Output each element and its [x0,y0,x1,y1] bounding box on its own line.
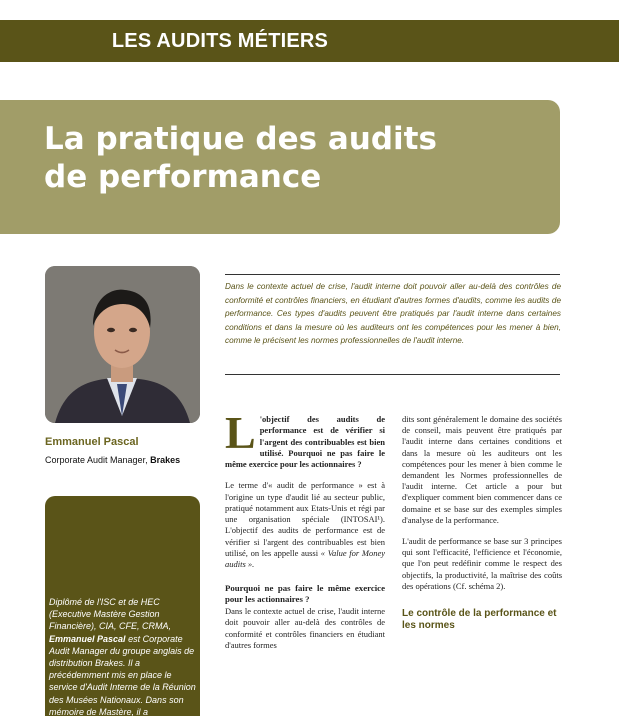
author-role-title: Corporate Audit Manager, [45,455,148,465]
title-line-2: de performance [44,159,322,195]
col1-paragraph-2: Dans le contexte actuel de crise, l'audit interne doit pouvoir aller au-delà des contrôles de conformité et contrôles financiers en étudiant d'autres formes [225,606,385,650]
lead-text: 'objectif des audits de performance est de vérifier si l'argent des contribuables est bien utilisé. Pourquoi ne pas faire le même exercice pour les actionnaires ? [225,414,385,470]
author-bio [49,596,199,716]
col1-p1-italic: « Value for Money audits ». [225,547,386,569]
intro-rule-top [225,274,560,275]
article-title [44,120,544,196]
col1-paragraph-1 [225,480,385,570]
lead-paragraph [225,407,385,470]
body-column-1 [225,407,386,651]
col1-p1-text: Le terme d'« audit de performance » est à l'origine un type d'audit lié au secteur public, pratiqué notamment aux Etats-Unis et régi par une organisation spéciale (INTOSAI¹). L'objectif des audits de performance est de vérifier si l'argent des contribuables est bien utilisé, on les appelle aussi [225,480,385,558]
col1-subheading: Pourquoi ne pas faire le même exercice pour les actionnaires ? [225,583,385,605]
col2-paragraph-1: dits sont généralement le domaine des sociétés de conseil, mais peuvent être pratiqués par l'audit interne dans certaines conditions et dans la mesure où les auditeurs ont les compétences pour les mener à bien comme le demandent les Normes professionnelles de l'audit interne. Cet article a pour but d'expliquer comment bien commencer dans ce domaine et se base sur des exemples simples d'analyse de la performance. [402,414,562,525]
author-role [45,455,180,465]
body-column-2 [402,414,562,632]
article-intro: Dans le contexte actuel de crise, l'audit interne doit pouvoir aller au-delà des contrôles de conformité et contrôles financiers, en étudiant d'autres formes d'audits, comme les audits de performance. Ces types d'audits peuvent être pratiqués par l'audit interne dans certaines conditions et dans la mesure où les auditeurs ont les compétences pour les mener à bien, comme le précisent les normes professionnelles de l'audit interne. [225,282,561,345]
bio-start: Diplômé de l'ISC et de HEC (Executive Mastère Gestion Financière), CIA, CFE, CRMA, [49,597,172,632]
author-portrait-image [45,266,200,423]
intro-rule-bottom [225,374,560,375]
author-bio-box [45,496,200,716]
col2-paragraph-2: L'audit de performance se base sur 3 principes qui sont l'efficacité, l'efficience et l'économie, que l'on peut redéfinir comme le respect des objectifs, la productivité, la maîtrise des coûts des opérations (Cf. schéma 2). [402,536,562,591]
section-header-band [0,20,619,62]
bio-name: Emmanuel Pascal [49,633,126,644]
col2-subheading: Le contrôle de la performance et les normes [402,608,557,632]
author-photo [45,266,200,423]
section-label: LES AUDITS MÉTIERS [111,30,329,52]
bio-rest: est Corporate Audit Manager du groupe anglais de distribution Brakes. Il a précédemment mis en place le service d'Audit Interne de la Réunion des Musées Nationaux. Dans son mémoire de Mastère, il a [49,633,196,716]
title-line-1: La pratique des audits [44,121,437,157]
author-name: Emmanuel Pascal [45,436,139,448]
title-box [0,100,560,234]
author-company: Brakes [150,455,181,465]
drop-cap: L [225,407,256,458]
